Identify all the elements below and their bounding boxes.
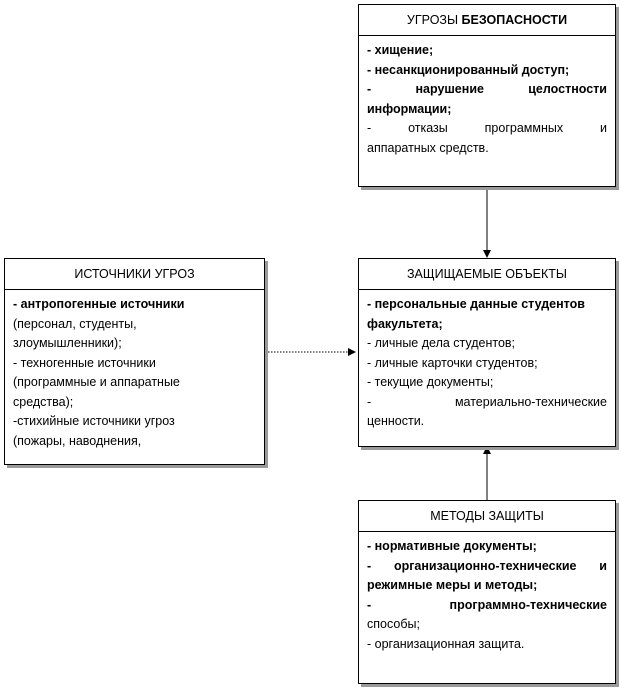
- sources-line-2: (персонал, студенты,: [13, 316, 137, 331]
- threats-title-prefix: УГРОЗЫ: [406, 13, 459, 27]
- methods-line-5: способы;: [367, 617, 420, 631]
- threats-line-5-word3: и: [600, 121, 607, 135]
- objects-box: [358, 258, 616, 447]
- methods-body: [359, 532, 615, 654]
- threats-line-3-word1: нарушение: [415, 82, 484, 96]
- sources-title: ИСТОЧНИКИ УГРОЗ: [5, 259, 264, 290]
- sources-line-8: (пожары, наводнения,: [13, 433, 142, 448]
- methods-line-2-word1: организационно-технические: [393, 558, 577, 573]
- threats-line-5: [367, 119, 607, 139]
- methods-line-4-dash: -: [367, 597, 372, 612]
- methods-line-2-word2: и: [599, 558, 607, 573]
- sources-box: [4, 258, 265, 465]
- threats-line-3: [367, 80, 607, 100]
- sources-line-4: - техногенные источники: [13, 355, 156, 370]
- methods-line-2: [367, 557, 607, 577]
- objects-body: [359, 290, 615, 432]
- threats-line-5-dash: -: [367, 121, 372, 135]
- objects-line-1: - персональные данные студентов: [367, 297, 585, 311]
- methods-line-6: - организационная защита.: [367, 636, 525, 651]
- methods-line-1: - нормативные документы;: [367, 539, 537, 553]
- threats-line-2: - несанкционированный доступ;: [367, 62, 570, 77]
- threats-line-3-word2: целостности: [528, 82, 607, 96]
- threats-line-1: - хищение;: [367, 43, 434, 57]
- objects-line-7: ценности.: [367, 414, 425, 428]
- objects-line-6-word: материально-технические: [454, 394, 607, 409]
- sources-line-7: -стихийные источники угроз: [13, 414, 175, 428]
- threats-line-3-dash: -: [367, 82, 372, 96]
- objects-line-6: [367, 393, 607, 413]
- threats-line-6: аппаратных средств.: [367, 140, 489, 155]
- objects-line-5: - текущие документы;: [367, 375, 494, 389]
- methods-line-3: режимные меры и методы;: [367, 578, 538, 592]
- sources-body: [5, 290, 264, 451]
- sources-line-3: злоумышленники);: [13, 336, 122, 350]
- threats-body: [359, 36, 615, 158]
- threats-box: [358, 4, 616, 187]
- methods-line-4: [367, 596, 607, 616]
- threats-line-4: информации;: [367, 101, 452, 116]
- methods-line-4-word: программно-технические: [449, 597, 607, 612]
- threats-line-5-word1: отказы: [408, 121, 448, 135]
- sources-line-1: - антропогенные источники: [13, 297, 185, 311]
- threats-line-5-word2: программных: [484, 121, 564, 135]
- objects-title: ЗАЩИЩАЕМЫЕ ОБЪЕКТЫ: [359, 259, 615, 290]
- objects-line-6-dash: -: [367, 394, 372, 409]
- methods-line-2-dash: -: [367, 558, 372, 573]
- objects-line-2: факультета;: [367, 316, 443, 331]
- sources-line-5: (программные и аппаратные: [13, 375, 180, 389]
- sources-line-6: средства);: [13, 394, 74, 409]
- methods-box: [358, 500, 616, 684]
- objects-line-3: - личные дела студентов;: [367, 336, 516, 350]
- objects-line-4: - личные карточки студентов;: [367, 355, 538, 370]
- threats-title-bold: БЕЗОПАСНОСТИ: [461, 13, 568, 27]
- methods-title: МЕТОДЫ ЗАЩИТЫ: [359, 501, 615, 532]
- threats-title: [359, 5, 615, 36]
